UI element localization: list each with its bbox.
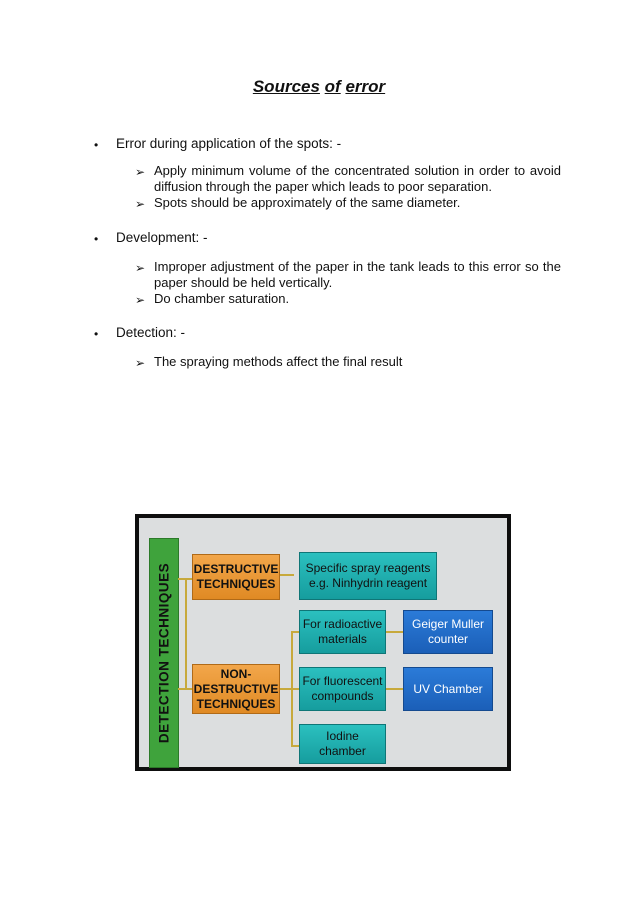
connector-line [291,631,299,633]
title-word-1: Sources [252,77,320,96]
connector-line [386,688,403,690]
fluorescent-compounds-box: For fluorescent compounds [299,667,386,711]
arrow-bullet-icon: ➢ [135,261,146,275]
diagram-root-bar [149,538,179,768]
list-item: The spraying methods affect the final result [154,354,403,369]
arrow-bullet-icon: ➢ [135,197,146,211]
geiger-muller-counter-box: Geiger Muller counter [403,610,493,654]
title-word-2: of [324,77,341,96]
list-item: Apply minimum volume of the concentrated solution in order to avoid diffusion through the paper which leads to poor separation. [154,163,561,194]
diagram-canvas [139,518,507,767]
iodine-chamber-box: Iodine chamber [299,724,386,764]
arrow-bullet-icon: ➢ [135,356,146,370]
connector-line [291,688,299,690]
bullet-icon: • [94,138,99,152]
spray-reagents-box: Specific spray reagents e.g. Ninhydrin reagent [299,552,437,600]
title-word-3: error [345,77,386,96]
connector-line [291,745,299,747]
list-item: Do chamber saturation. [154,291,290,306]
list-item: Improper adjustment of the paper in the tank leads to this error so the paper should be held vertically. [154,259,561,290]
connector-line [280,574,294,576]
bullet-icon: • [94,232,99,246]
diagram-root-label: DETECTION TECHNIQUES [156,562,172,744]
radioactive-materials-box: For radioactive materials [299,610,386,654]
detection-techniques-diagram [135,514,511,771]
connector-line [185,578,187,690]
arrow-bullet-icon: ➢ [135,293,146,307]
uv-chamber-box: UV Chamber [403,667,493,711]
page-title [0,77,638,97]
section-label-application: Error during application of the spots: - [116,136,342,151]
bullet-icon: • [94,327,99,341]
section-label-development: Development: - [116,230,208,245]
list-item: Spots should be approximately of the same diameter. [154,195,461,210]
arrow-bullet-icon: ➢ [135,165,146,179]
connector-line [386,631,403,633]
destructive-techniques-box: DESTRUCTIVE TECHNIQUES [192,554,280,600]
section-label-detection: Detection: - [116,325,186,340]
non-destructive-techniques-box: NON-DESTRUCTIVE TECHNIQUES [192,664,280,714]
